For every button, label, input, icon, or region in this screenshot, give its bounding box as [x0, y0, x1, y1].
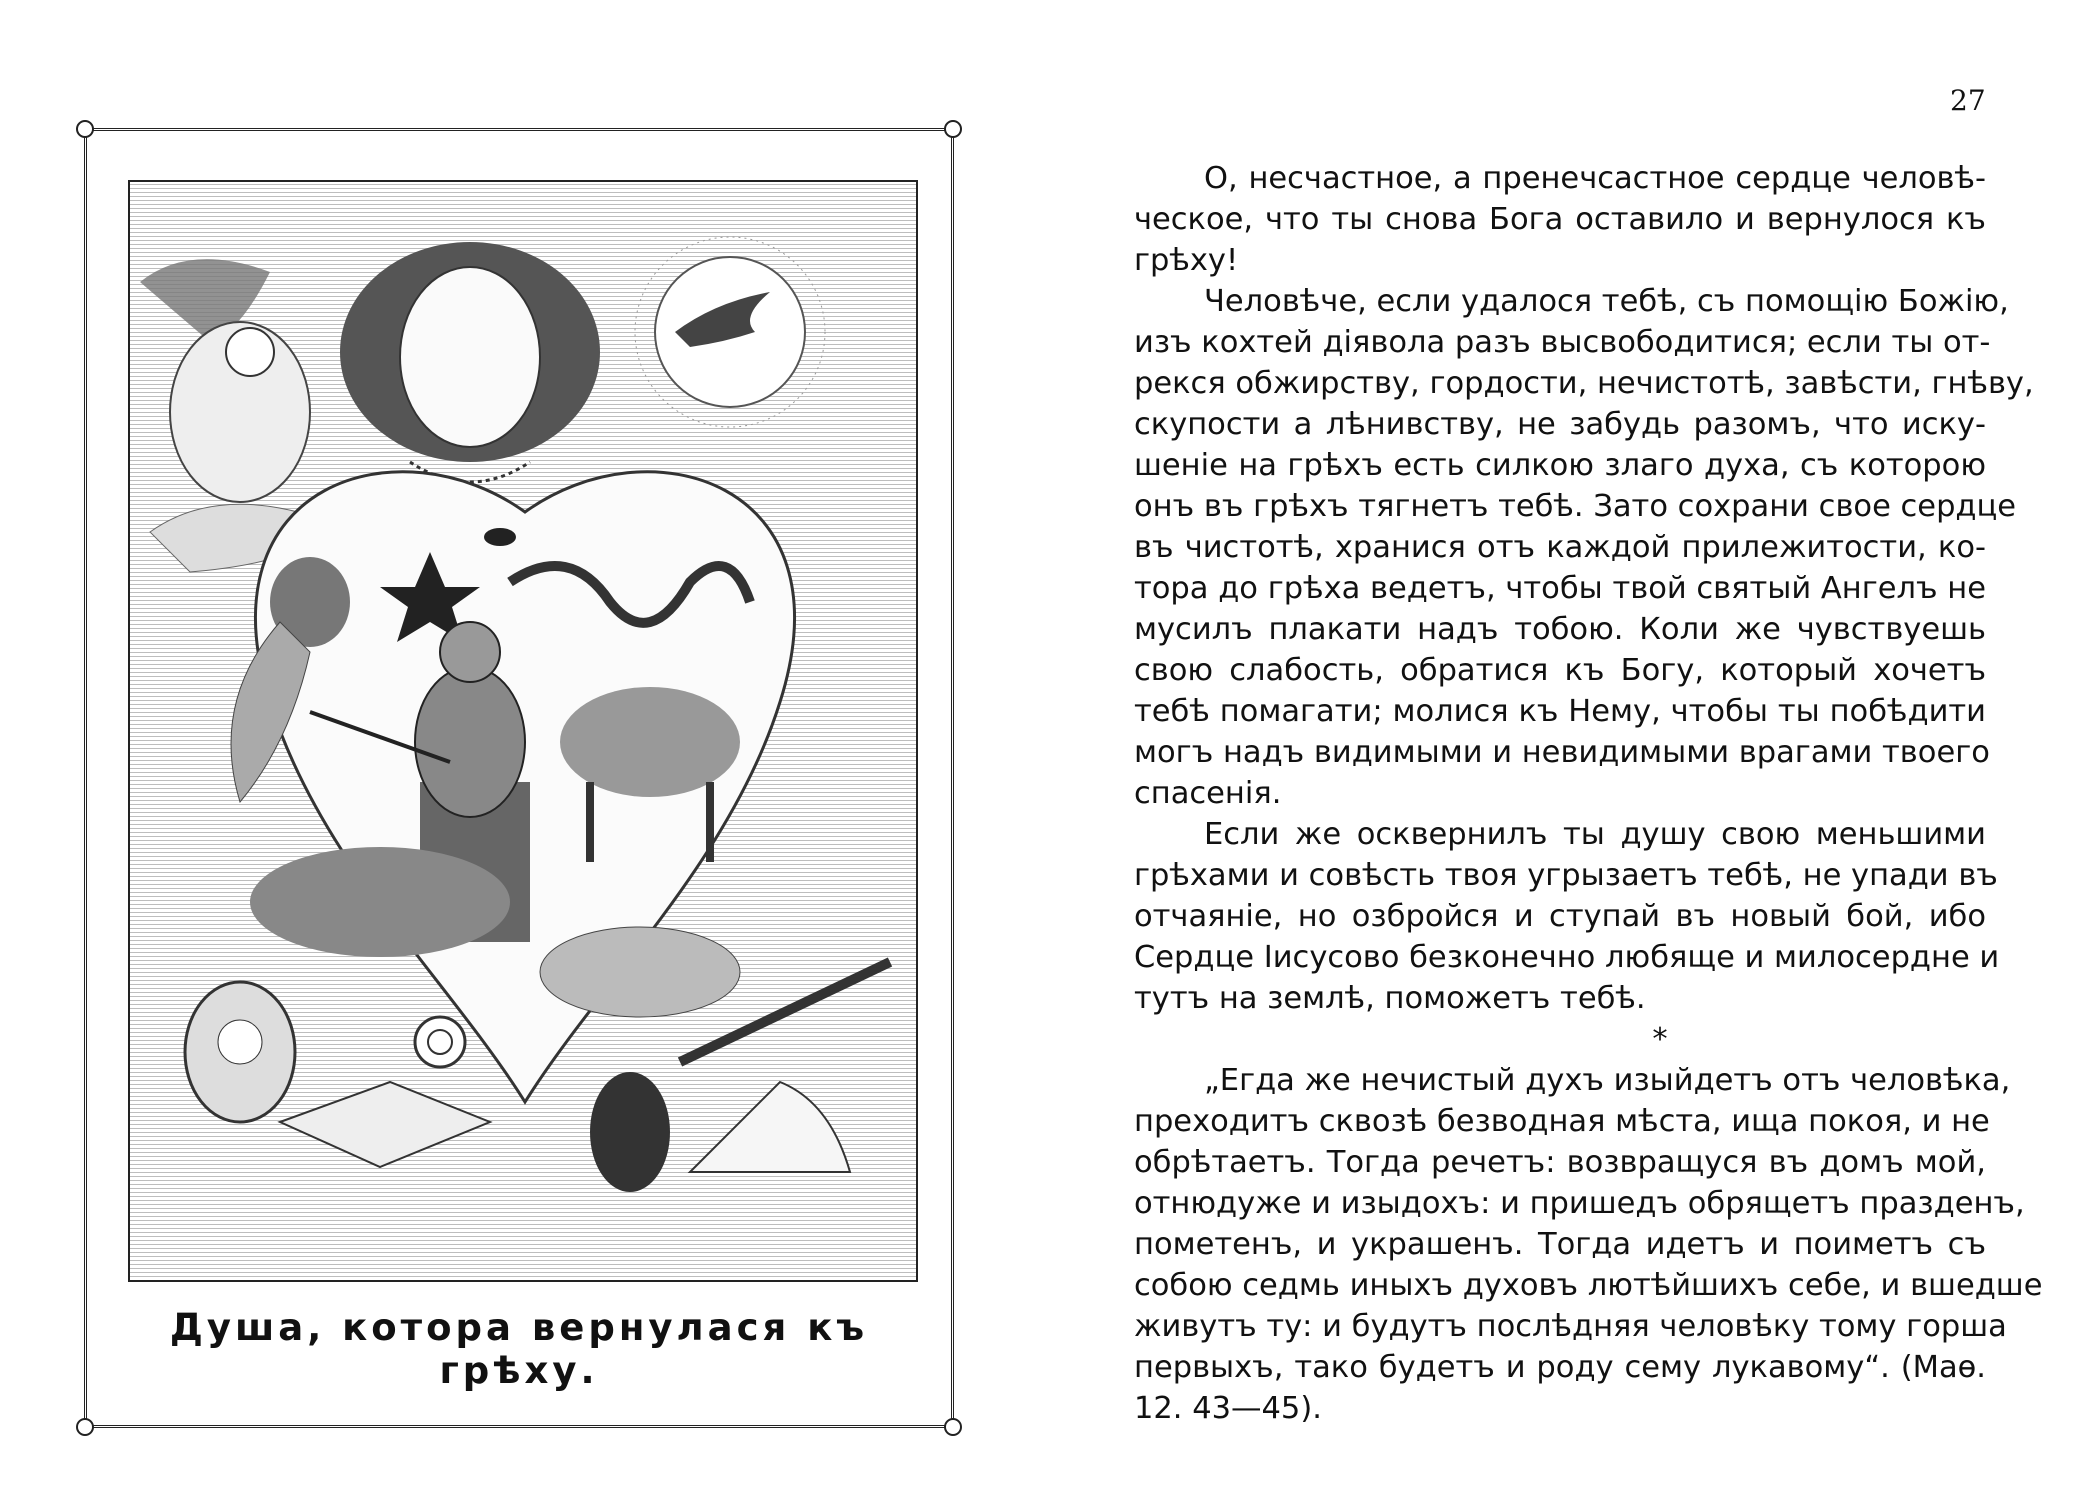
- medallion-portrait: [185, 982, 295, 1122]
- text-line: шеніе на грѣхъ есть силкою злаго духа, съ которою: [1134, 448, 1986, 483]
- fan-figure: [690, 1082, 850, 1172]
- paragraph-3: [1134, 814, 2000, 1019]
- text-line: грѣху!: [1134, 243, 1239, 278]
- frame-rule-top: [84, 128, 954, 131]
- text-line: „Егда же нечистый духъ изыйдетъ отъ человѣка,: [1204, 1063, 2011, 1098]
- text-line: онъ въ грѣхъ тягнетъ тебѣ. Зато сохрани свое сердце: [1134, 489, 2017, 524]
- text-line: тебѣ помагати; молися къ Нему, чтобы ты побѣдити: [1134, 694, 1986, 729]
- corner-ornament: [944, 1418, 962, 1436]
- book-figure: [280, 1082, 490, 1167]
- frame-rule-left: [84, 128, 87, 1428]
- text-line: О, несчастное, а пренечсастное сердце человѣ-: [1204, 161, 1986, 196]
- text-line: собою седмь иныхъ духовъ лютѣйшихъ себе, и вшедше: [1134, 1268, 2043, 1303]
- text-line: грѣхами и совѣсть твоя угрызаетъ тебѣ, не упади въ: [1134, 858, 1998, 893]
- mask-figure: [590, 1072, 670, 1192]
- corner-ornament: [944, 120, 962, 138]
- text-line: первыхъ, тако будетъ и роду сему лукавому“. (Маѳ.: [1134, 1350, 1986, 1385]
- pig-figure: [540, 927, 740, 1017]
- text-line: изъ кохтей діявола разъ высвободитися; если ты от-: [1134, 325, 1991, 360]
- text-line: отнюдуже и изыдохъ: и пришедъ обрящетъ празденъ,: [1134, 1186, 2025, 1221]
- text-line: свою слабость, обратися къ Богу, который хочетъ: [1134, 653, 1986, 688]
- text-line: преходитъ сквозѣ безводная мѣста, ища покоя, и не: [1134, 1104, 1990, 1139]
- snail-figure: [415, 1017, 465, 1067]
- paragraph-1: [1134, 158, 1986, 281]
- text-line: отчаяніе, но озбройся и ступай въ новый бой, ибо: [1134, 899, 1986, 934]
- paragraph-2: [1134, 281, 2034, 814]
- frame-rule-right: [951, 128, 954, 1428]
- text-line: Если же осквернилъ ты душу свою меньшими: [1204, 817, 1986, 852]
- section-separator: *: [1652, 1022, 1668, 1057]
- text-line: ческое, что ты снова Бога оставило и вернулося къ: [1134, 202, 1986, 237]
- engraving-illustration: [128, 180, 918, 1282]
- text-line: тора до грѣха ведетъ, чтобы твой святый Ангелъ не: [1134, 571, 1986, 606]
- text-line: мусилъ плакати надъ тобою. Коли же чувствуешь: [1134, 612, 1986, 647]
- engraving-drawing: [130, 182, 916, 1280]
- text-line: обрѣтаетъ. Тогда речетъ: возвращуся въ домъ мой,: [1134, 1145, 1986, 1180]
- text-line: Человѣче, если удалося тебѣ, съ помощію Божію,: [1204, 284, 2009, 319]
- text-line: скупости а лѣнивству, не забудь разомъ, что иску-: [1134, 407, 1986, 442]
- corner-ornament: [76, 1418, 94, 1436]
- lion-figure: [250, 847, 510, 957]
- text-line: тутъ на землѣ, поможетъ тебѣ.: [1134, 981, 1646, 1016]
- illustration-frame: [84, 128, 954, 1428]
- text-line: могъ надъ видимыми и невидимыми врагами твоего: [1134, 735, 1990, 770]
- text-column: [1134, 158, 2043, 1429]
- text-line: живутъ ту: и будутъ послѣдняя человѣку тому горша: [1134, 1309, 2007, 1344]
- woman-head: [340, 242, 600, 482]
- text-line: пометенъ, и украшенъ. Тогда идетъ и поиметъ съ: [1134, 1227, 1986, 1262]
- paragraph-4-quote: [1134, 1060, 2043, 1429]
- dove-sun: [635, 237, 825, 427]
- text-line: 12. 43—45).: [1134, 1391, 1322, 1426]
- corner-ornament: [76, 120, 94, 138]
- frame-rule-bottom: [84, 1425, 954, 1428]
- text-line: Сердце Іисусово безконечно любяще и милосердне и: [1134, 940, 2000, 975]
- text-line: рекся обжирству, гордости, нечистотѣ, завѣсти, гнѣву,: [1134, 366, 2034, 401]
- illustration-caption: Душа, котора вернулася къ грѣху.: [169, 1306, 869, 1392]
- text-line: въ чистотѣ, хранися отъ каждой прилежитости, ко-: [1134, 530, 1986, 565]
- page-number: 27: [1950, 84, 1986, 117]
- text-line: спасенія.: [1134, 776, 1282, 811]
